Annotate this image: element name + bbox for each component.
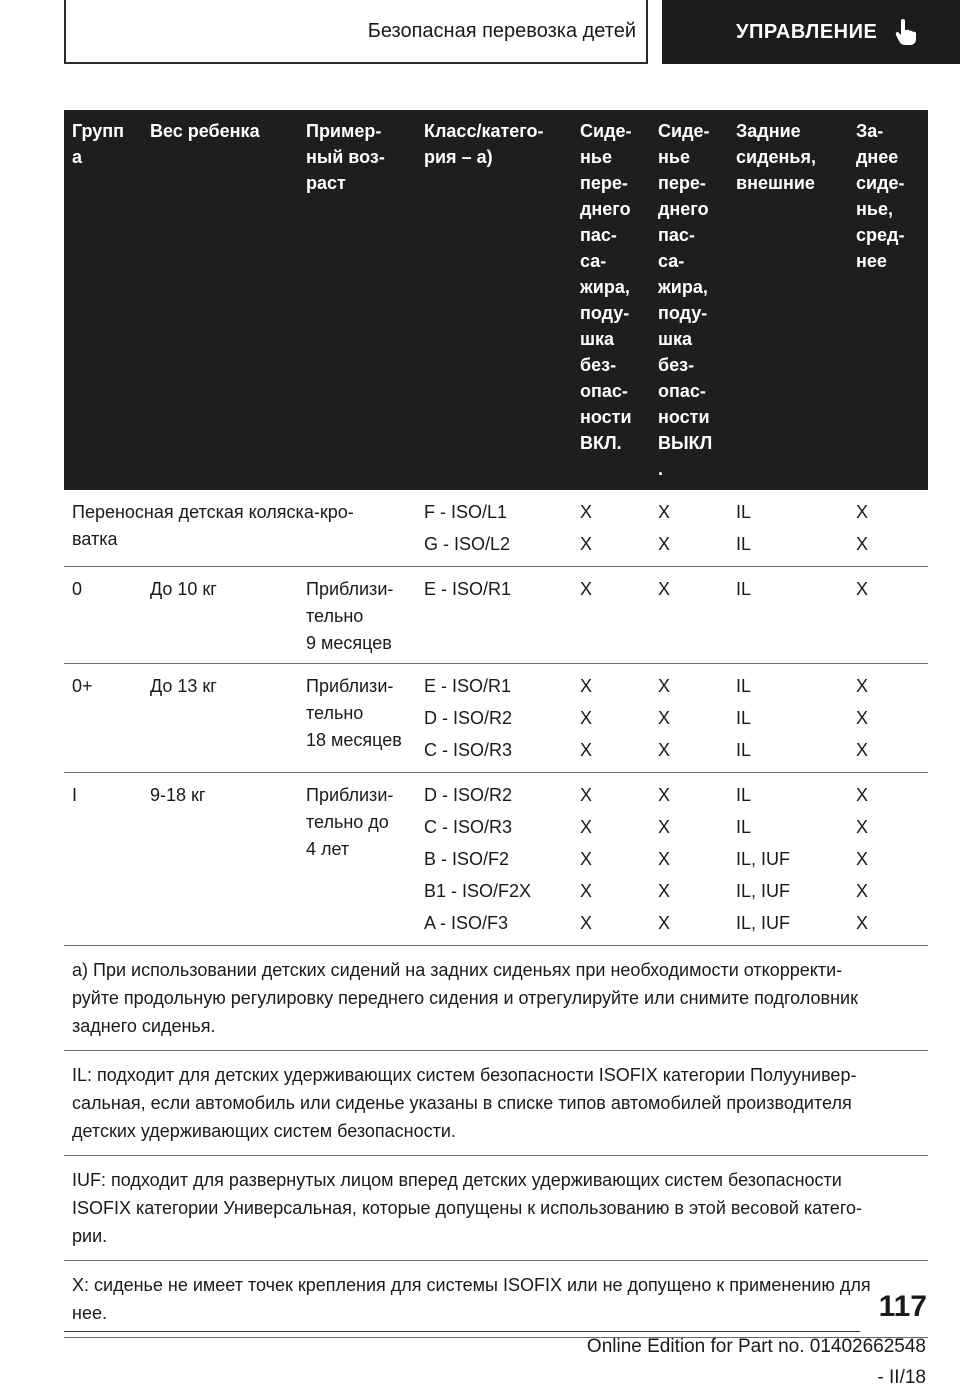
cell-value: X: [856, 785, 869, 805]
front-seat-airbag-on-cell: [572, 664, 650, 773]
cell-value: X: [856, 676, 869, 696]
column-header: Класс/катего- рия – a): [416, 110, 572, 490]
front-seat-airbag-off-cell: [650, 664, 728, 773]
cell-value: X: [856, 708, 869, 728]
weight-cell: До 13 кг: [150, 676, 217, 696]
cell-value: X: [856, 913, 869, 933]
cell-value: IL: [736, 785, 752, 805]
front-seat-airbag-on-cell: [572, 490, 650, 567]
rear-center-seat-cell: [848, 773, 928, 946]
table-note-row: [64, 946, 928, 1051]
footnote-text: IUF: подходит для развернутых лицом вперед детских удерживающих систем безопасности ISOFIX категории Универсальная, которые допущены к использованию в этой весовой катего- рии.: [72, 1170, 862, 1246]
table-header-row: [64, 110, 928, 490]
column-header: Сиде- нье пере- днего пас- са- жира, поду- шка без- опас- ности ВКЛ.: [572, 110, 650, 490]
weight-cell: До 10 кг: [150, 579, 217, 599]
cell-value: A - ISO/F3: [424, 913, 509, 933]
cell-value: B - ISO/F2: [424, 849, 510, 869]
class-cell: [416, 773, 572, 946]
cell-value: X: [658, 534, 671, 554]
cell-value: IL: [736, 708, 752, 728]
pointing-hand-icon: [893, 18, 919, 46]
class-cell: [416, 490, 572, 567]
cell-value: X: [658, 740, 671, 760]
group-cell: Переносная детская коляска-кро- ватка: [72, 502, 354, 549]
cell-value: X: [580, 740, 593, 760]
cell-value: X: [580, 913, 593, 933]
cell-value: X: [658, 785, 671, 805]
cell-value: X: [658, 913, 671, 933]
rear-center-seat-cell: [848, 567, 928, 664]
group-cell: 0: [72, 579, 83, 599]
cell-value: X: [658, 579, 671, 599]
column-header: За- днее сиде- нье, сред- нее: [848, 110, 928, 490]
cell-value: IL, IUF: [736, 881, 791, 901]
class-cell: [416, 567, 572, 664]
cell-value: X: [580, 502, 593, 522]
cell-value: X: [580, 534, 593, 554]
front-seat-airbag-on-cell: [572, 567, 650, 664]
age-cell: Приблизи- тельно 18 месяцев: [306, 676, 402, 750]
rear-center-seat-cell: [848, 664, 928, 773]
section-title: Безопасная перевозка детей: [367, 19, 636, 42]
cell-value: X: [580, 817, 593, 837]
weight-cell: 9-18 кг: [150, 785, 206, 805]
cell-value: X: [658, 849, 671, 869]
cell-value: D - ISO/R2: [424, 785, 513, 805]
cell-value: C - ISO/R3: [424, 817, 513, 837]
cell-value: IL: [736, 676, 752, 696]
group-cell: I: [72, 785, 78, 805]
cell-value: IL, IUF: [736, 913, 791, 933]
cell-value: X: [856, 502, 869, 522]
group-cell: 0+: [72, 676, 93, 696]
front-seat-airbag-off-cell: [650, 490, 728, 567]
table-row: [64, 490, 928, 567]
rear-outer-seat-cell: [728, 773, 848, 946]
cell-value: IL, IUF: [736, 849, 791, 869]
class-cell: [416, 664, 572, 773]
table-row: [64, 773, 928, 946]
isofix-table-wrapper: [64, 110, 928, 1338]
cell-value: IL: [736, 579, 752, 599]
footnote-text: X: сиденье не имеет точек крепления для системы ISOFIX или не допущено к применению для нее.: [72, 1275, 871, 1323]
cell-value: C - ISO/R3: [424, 740, 513, 760]
rear-outer-seat-cell: [728, 664, 848, 773]
page-number: 117: [878, 1290, 927, 1323]
cell-value: X: [658, 817, 671, 837]
cell-value: IL: [736, 817, 752, 837]
table-note-row: [64, 1156, 928, 1261]
table-row: [64, 664, 928, 773]
chapter-title: УПРАВЛЕНИЕ: [736, 20, 878, 43]
cell-value: E - ISO/R1: [424, 676, 512, 696]
rear-outer-seat-cell: [728, 490, 848, 567]
cell-value: X: [658, 502, 671, 522]
running-header-section: [64, 0, 648, 64]
table-note-row: [64, 1261, 928, 1338]
table-body: [64, 490, 928, 1338]
table-row: [64, 567, 928, 664]
isofix-seat-table: [64, 110, 928, 1338]
column-header: Пример- ный воз- раст: [298, 110, 416, 490]
cell-value: X: [580, 785, 593, 805]
table-note-row: [64, 1051, 928, 1156]
footnote-text: a) При использовании детских сидений на задних сиденьях при необходимости откорректи- руйте продольную регулировку переднего сидения и отрегулируйте или снимите подголовник заднего сиденья.: [72, 960, 858, 1036]
cell-value: X: [580, 579, 593, 599]
age-cell: Приблизи- тельно до 4 лет: [306, 785, 394, 859]
rear-outer-seat-cell: [728, 567, 848, 664]
cell-value: G - ISO/L2: [424, 534, 511, 554]
cell-value: IL: [736, 534, 752, 554]
front-seat-airbag-off-cell: [650, 773, 728, 946]
cell-value: X: [580, 708, 593, 728]
cell-value: X: [856, 534, 869, 554]
cell-value: E - ISO/R1: [424, 579, 512, 599]
front-seat-airbag-on-cell: [572, 773, 650, 946]
column-header: Задние сиденья, внешние: [728, 110, 848, 490]
front-seat-airbag-off-cell: [650, 567, 728, 664]
cell-value: X: [580, 676, 593, 696]
cell-value: X: [658, 881, 671, 901]
cell-value: X: [856, 740, 869, 760]
edition-footer: Online Edition for Part no. 01402662548 - II/18: [586, 1336, 926, 1388]
cell-value: IL: [736, 740, 752, 760]
cell-value: X: [856, 881, 869, 901]
cell-value: X: [856, 817, 869, 837]
cell-value: X: [580, 849, 593, 869]
cell-value: F - ISO/L1: [424, 502, 508, 522]
cell-value: X: [658, 708, 671, 728]
cell-value: IL: [736, 502, 752, 522]
column-header: Вес ребенка: [142, 110, 298, 490]
cell-value: X: [856, 579, 869, 599]
running-header-chapter: [662, 0, 960, 64]
cell-value: D - ISO/R2: [424, 708, 513, 728]
cell-value: B1 - ISO/F2X: [424, 881, 532, 901]
cell-value: X: [856, 849, 869, 869]
age-cell: Приблизи- тельно 9 месяцев: [306, 579, 394, 653]
cell-value: X: [658, 676, 671, 696]
cell-value: X: [580, 881, 593, 901]
rear-center-seat-cell: [848, 490, 928, 567]
column-header: Групп а: [64, 110, 142, 490]
footnote-text: IL: подходит для детских удерживающих систем безопасности ISOFIX категории Полуунивер- сальная, если автомобиль или сиденье указаны в списке типов автомобилей производителя детских удерживающих систем безопасности.: [72, 1065, 857, 1141]
column-header: Сиде- нье пере- днего пас- са- жира, поду- шка без- опас- ности ВЫКЛ .: [650, 110, 728, 490]
